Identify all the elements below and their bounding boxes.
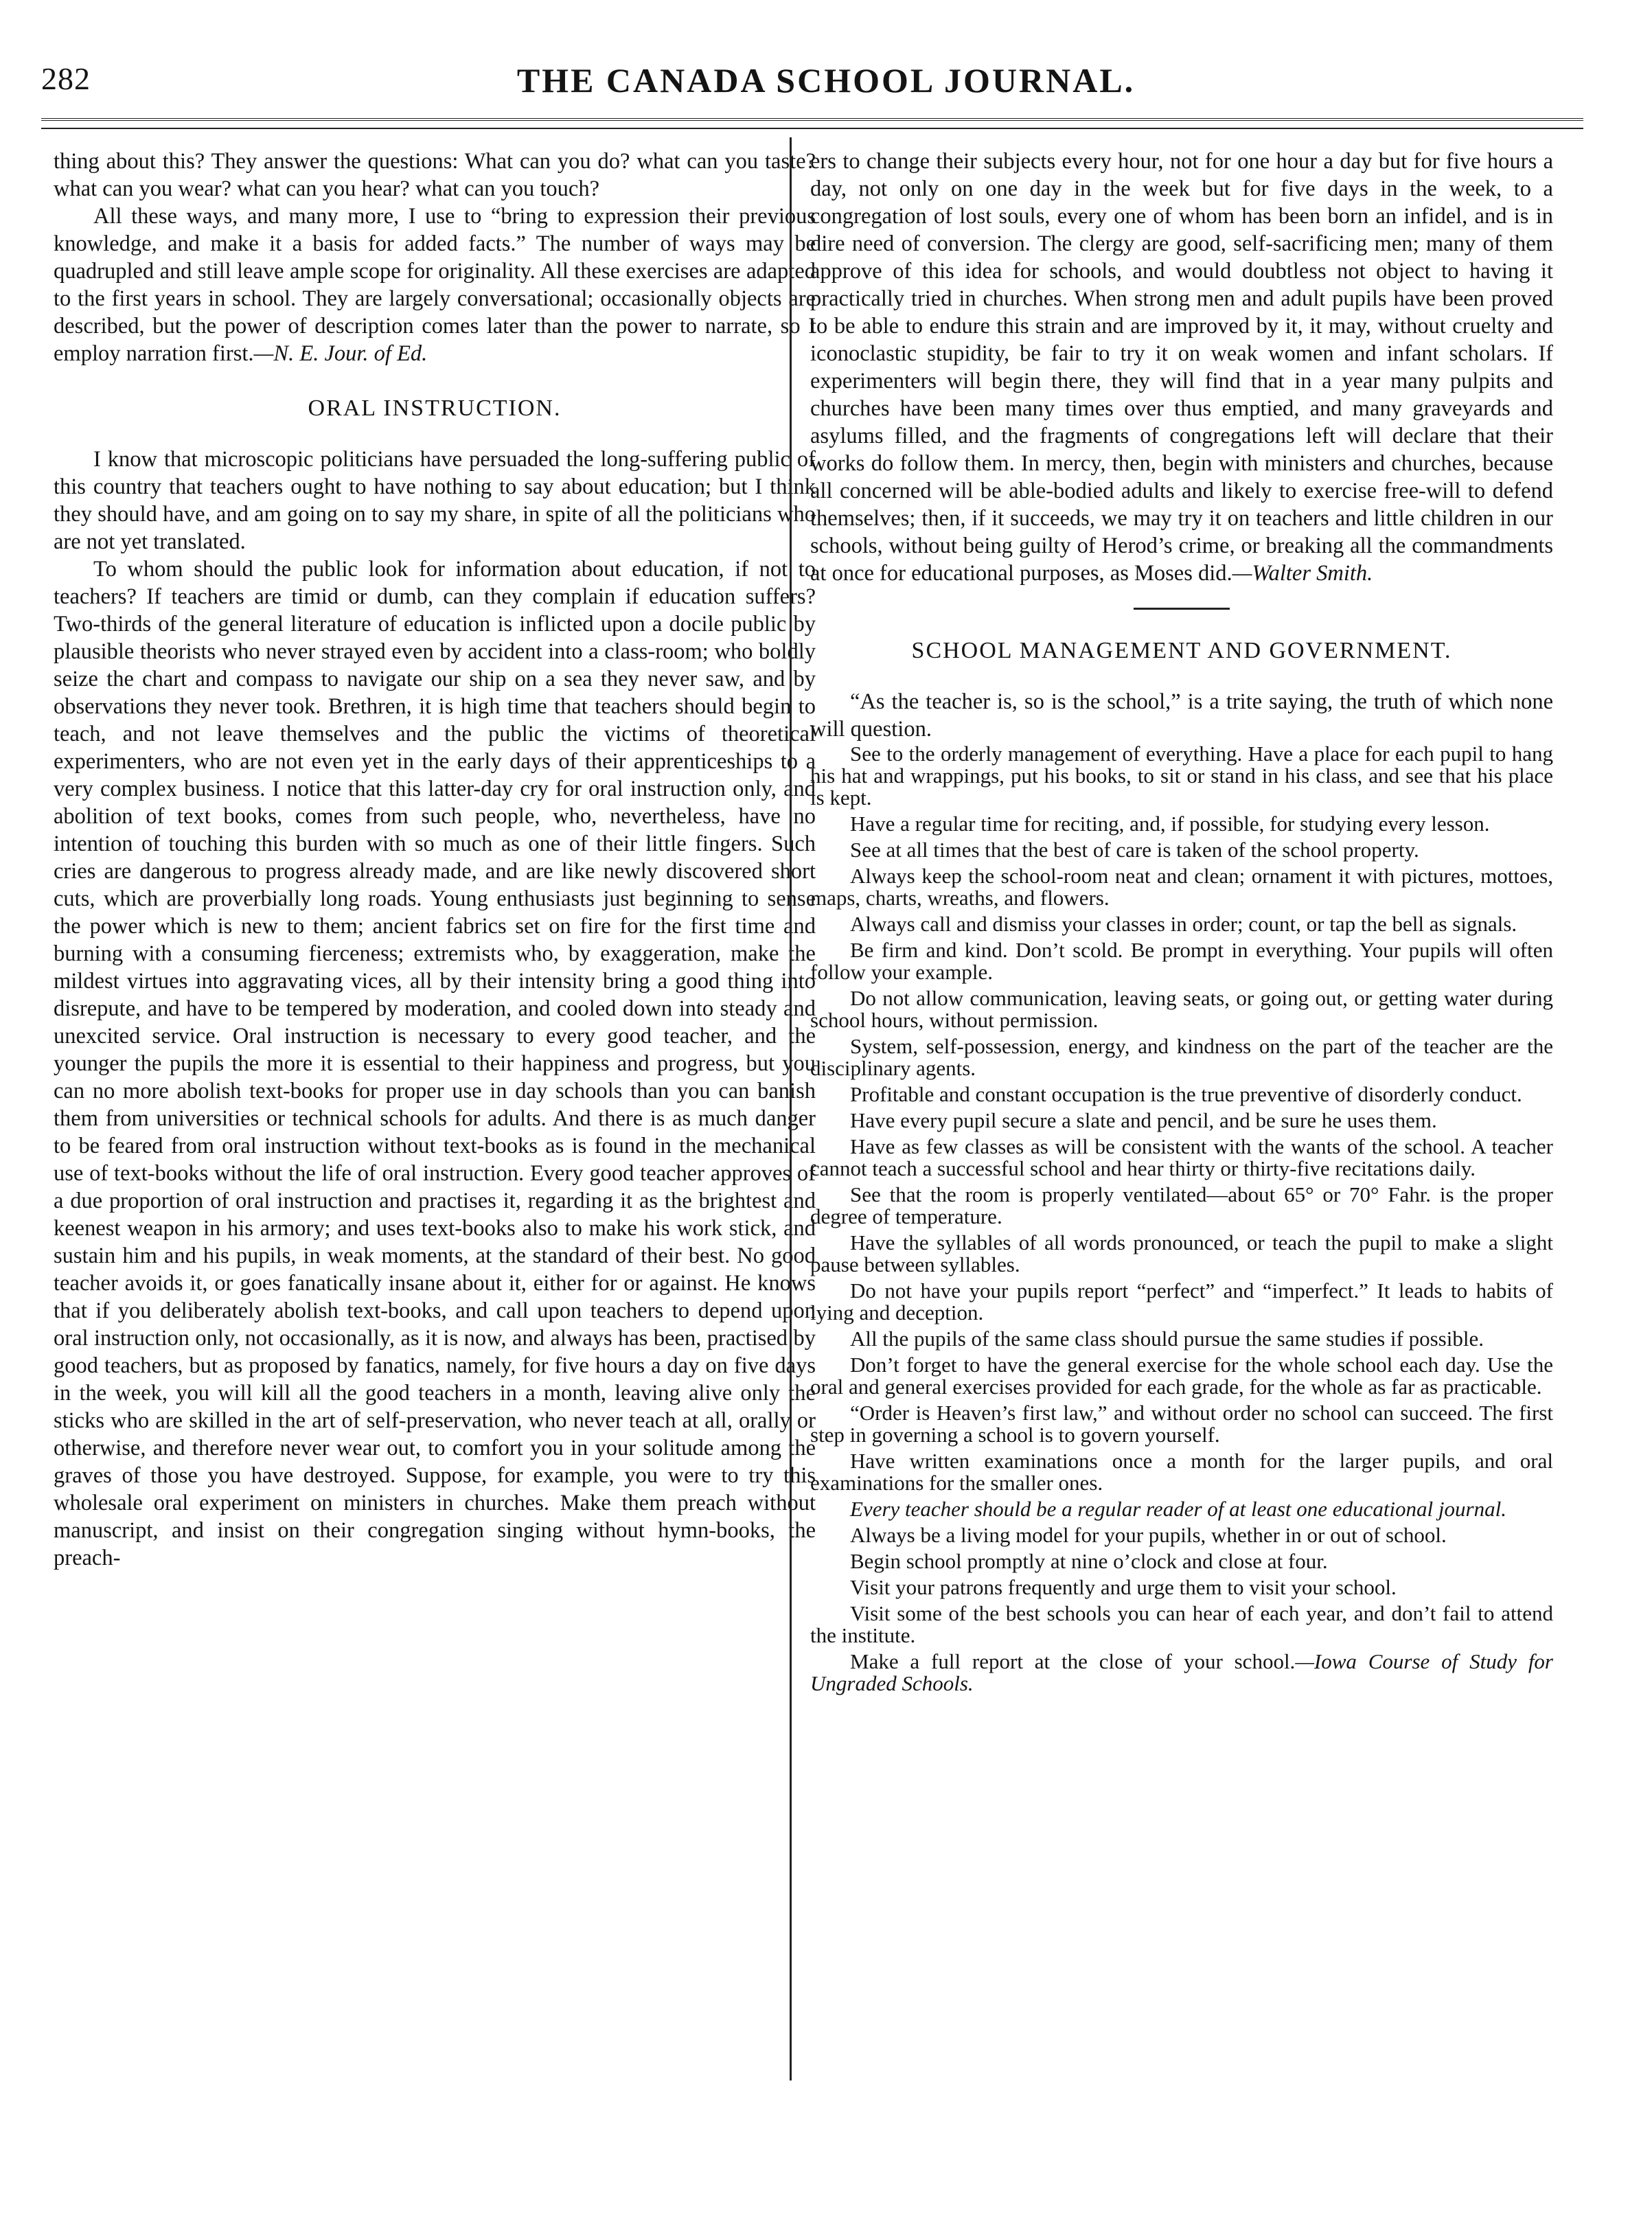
rule-item: All the pupils of the same class should pursue the same studies if possible. [850, 1327, 1484, 1351]
rule-item: Have the syllables of all words pronounced, or teach the pupil to make a slight pause between syllables. [810, 1230, 1553, 1276]
rule-item: Do not have your pupils report “perfect” and “imperfect.” It leads to habits of lying and deception. [810, 1279, 1553, 1325]
management-rules [810, 743, 1553, 1695]
journal-title: THE CANADA SCHOOL JOURNAL. [516, 61, 1136, 100]
section-divider [1134, 608, 1230, 610]
continuation-paragraph: ers to change their subjects every hour, not for one hour a day but for five hours a day, not only on one day in the week but for five days in the week, to a congregation of lost souls, every one of whom has been born an infidel, and is in dire need of conversion. The clergy are good, self-sacrificing men; many of them approve of this idea for schools, and would doubtless not object to having it practically tried in churches. When strong men and adult pupils have been proved to be able to endure this strain and are improved by it, it may, without cruelty and iconoclastic stupidity, be fair to try it on weak women and infant scholars. If experimenters will begin there, they will find that in a year many pulpits and churches have been many times over thus emptied, and many graveyards and asylums filled, and the fragments of congregations left will declare that their works do follow them. In mercy, then, begin with ministers and churches, because all concerned will be able-bodied adults and likely to exercise free-will to defend themselves; then, if it succeeds, we may try it on teachers and little children in our schools, without being guilty of Herod’s crime, or breaking all the commandments at once for educational purposes, as Moses did.—Walter Smith. [810, 149, 1553, 586]
management-intro: “As the teacher is, so is the school,” is a trite saying, the truth of which none will question. [810, 689, 1553, 742]
oral-instruction-heading: ORAL INSTRUCTION. [308, 395, 562, 421]
rule-item: Visit your patrons frequently and urge them to visit your school. [850, 1575, 1397, 1599]
rule-item: See to the orderly management of everything. Have a place for each pupil to hang his hat and wrappings, put his books, to sit or stand in his class, and see that his place is kept. [810, 742, 1553, 810]
rule-item: Always keep the school-room neat and clean; ornament it with pictures, mottoes, maps, charts, wreaths, and flowers. [810, 864, 1553, 910]
rule-item: “Order is Heaven’s first law,” and without order no school can succeed. The first step in governing a school is to govern yourself. [810, 1401, 1553, 1447]
header-rule [41, 118, 1583, 129]
rule-item: Profitable and constant occupation is the true preventive of disorderly conduct. [850, 1082, 1522, 1106]
rule-item: Always call and dismiss your classes in order; count, or tap the bell as signals. [850, 912, 1517, 936]
left-column [54, 148, 816, 2111]
oral-paragraph: To whom should the public look for information about education, if not to teachers? If teachers are timid or dumb, can they complain if education suffers? Two-thirds of the general literature of education is inflicted upon a docile public by plausible theorists who never strayed even by accident into a class-room; who boldly seize the chart and compass to navigate our ship on a sea they never saw, and by observations they never took. Brethren, it is high time that teachers should begin to teach, and not leave themselves and the public the victims of theoretical experimenters, who are not even yet in the early days of their apprenticeships to a very complex business. I notice that this latter-day cry for oral instruction only, and abolition of text books, comes from such people, who, nevertheless, have no intention of touching this burden with so much as one of their little fingers. Such cries are dangerous to progress already made, and are like newly discovered short cuts, which are proverbially long roads. Young enthusiasts just beginning to sense the power which is new to them; ancient fabrics set on fire for the first time and burning with a consuming fierceness; extremists who, by exaggeration, make the mildest virtues into aggravating vices, all by their intensity bring a good thing into disrepute, and have to be tempered by moderation, and cooled down into steady and unexcited service. Oral instruction is necessary to every good teacher, and the younger the pupils the more it is essential to their happiness and progress, but you can no more abolish text-books for proper use in day schools than you can banish them from universities or technical schools for adults. And there is as much danger to be feared from oral instruction without text-books as is found in the mechanical use of text-books without the life of oral instruction. Every good teacher approves of a due proportion of oral instruction and practises it, regarding it as the brightest and keenest weapon in his armory; and uses text-books also to make his work stick, and sustain him and his pupils, in weak moments, at the standard of their best. No good teacher avoids it, or goes fanatically insane about it, either for or against. He knows that if you deliberately abolish text-books, and call upon teachers to depend upon oral instruction only, not occasionally, as it is now, and always has been, practised by good teachers, but as proposed by fanatics, namely, for five hours a day on five days in the week, you will kill all the good teachers in a month, leaving alive only the sticks who are skilled in the art of self-preservation, who never teach at all, orally or otherwise, and therefore never wear out, to comfort you in your solitude among the graves of those you have destroyed. Suppose, for example, you were to try this wholesale oral experiment on ministers in churches. Make them preach without manuscript, and insist on their congregation singing without hymn-books, the preach- [54, 557, 816, 1570]
rule-item: Always be a living model for your pupils, whether in or out of school. [850, 1523, 1447, 1547]
rule-item: Visit some of the best schools you can hear of each year, and don’t fail to attend the institute. [810, 1601, 1553, 1647]
rule-item: Every teacher should be a regular reader of at least one educational journal. [850, 1497, 1506, 1521]
intro-attribution: —N. E. Jour. of Ed. [253, 341, 428, 366]
continuation-attribution: —Walter Smith. [1232, 561, 1373, 586]
school-management-heading: SCHOOL MANAGEMENT AND GOVERNMENT. [911, 638, 1452, 663]
rule-item: System, self-possession, energy, and kindness on the part of the teacher are the disciplinary agents. [810, 1034, 1553, 1080]
rule-item: See that the room is properly ventilated—about 65° or 70° Fahr. is the proper degree of temperature. [810, 1182, 1553, 1228]
rule-item: Begin school promptly at nine o’clock and close at four. [850, 1549, 1328, 1573]
rule-item: Have a regular time for reciting, and, if possible, for studying every lesson. [850, 812, 1490, 836]
page-number: 282 [41, 61, 91, 96]
rule-item: Do not allow communication, leaving seats, or going out, or getting water during school hours, without permission. [810, 986, 1553, 1032]
right-column [810, 148, 1553, 2111]
final-attribution: —Iowa Course of Study for Ungraded Schools. [810, 1649, 1553, 1695]
intro-paragraph: thing about this? They answer the questions: What can you do? what can you taste? what can you wear? what can you hear? what can you touch? [54, 149, 816, 201]
oral-paragraph: I know that microscopic politicians have persuaded the long-suffering public of this country that teachers ought to have nothing to say about education; but I think they should have, and am going on to say my share, in spite of all the politicians who are not yet translated. [54, 447, 816, 554]
rule-item: Be firm and kind. Don’t scold. Be prompt in everything. Your pupils will often follow your example. [810, 938, 1553, 984]
rule-item: Make a full report at the close of your school.—Iowa Course of Study for Ungraded Schools. [810, 1649, 1553, 1695]
intro-paragraph: All these ways, and many more, I use to “bring to expression their previous knowledge, and make it a basis for added facts.” The number of ways may be quadrupled and still leave ample scope for originality. All these exercises are adapted to the first years in school. They are largely conversational; occasionally objects are described, but the power of description comes later than the power to narrate, so I employ narration first.—N. E. Jour. of Ed. [54, 204, 816, 366]
rule-item: See at all times that the best of care is taken of the school property. [850, 838, 1419, 862]
column-divider [790, 137, 792, 2080]
rule-item: Have written examinations once a month for the larger pupils, and oral examinations for the smaller ones. [810, 1449, 1553, 1495]
rule-item: Have as few classes as will be consistent with the wants of the school. A teacher cannot teach a successful school and hear thirty or thirty-five recitations daily. [810, 1134, 1553, 1180]
rule-item: Don’t forget to have the general exercise for the whole school each day. Use the oral and general exercises provided for each grade, for the whole as far as practicable. [810, 1353, 1553, 1399]
rule-item: Have every pupil secure a slate and pencil, and be sure he uses them. [850, 1108, 1437, 1132]
